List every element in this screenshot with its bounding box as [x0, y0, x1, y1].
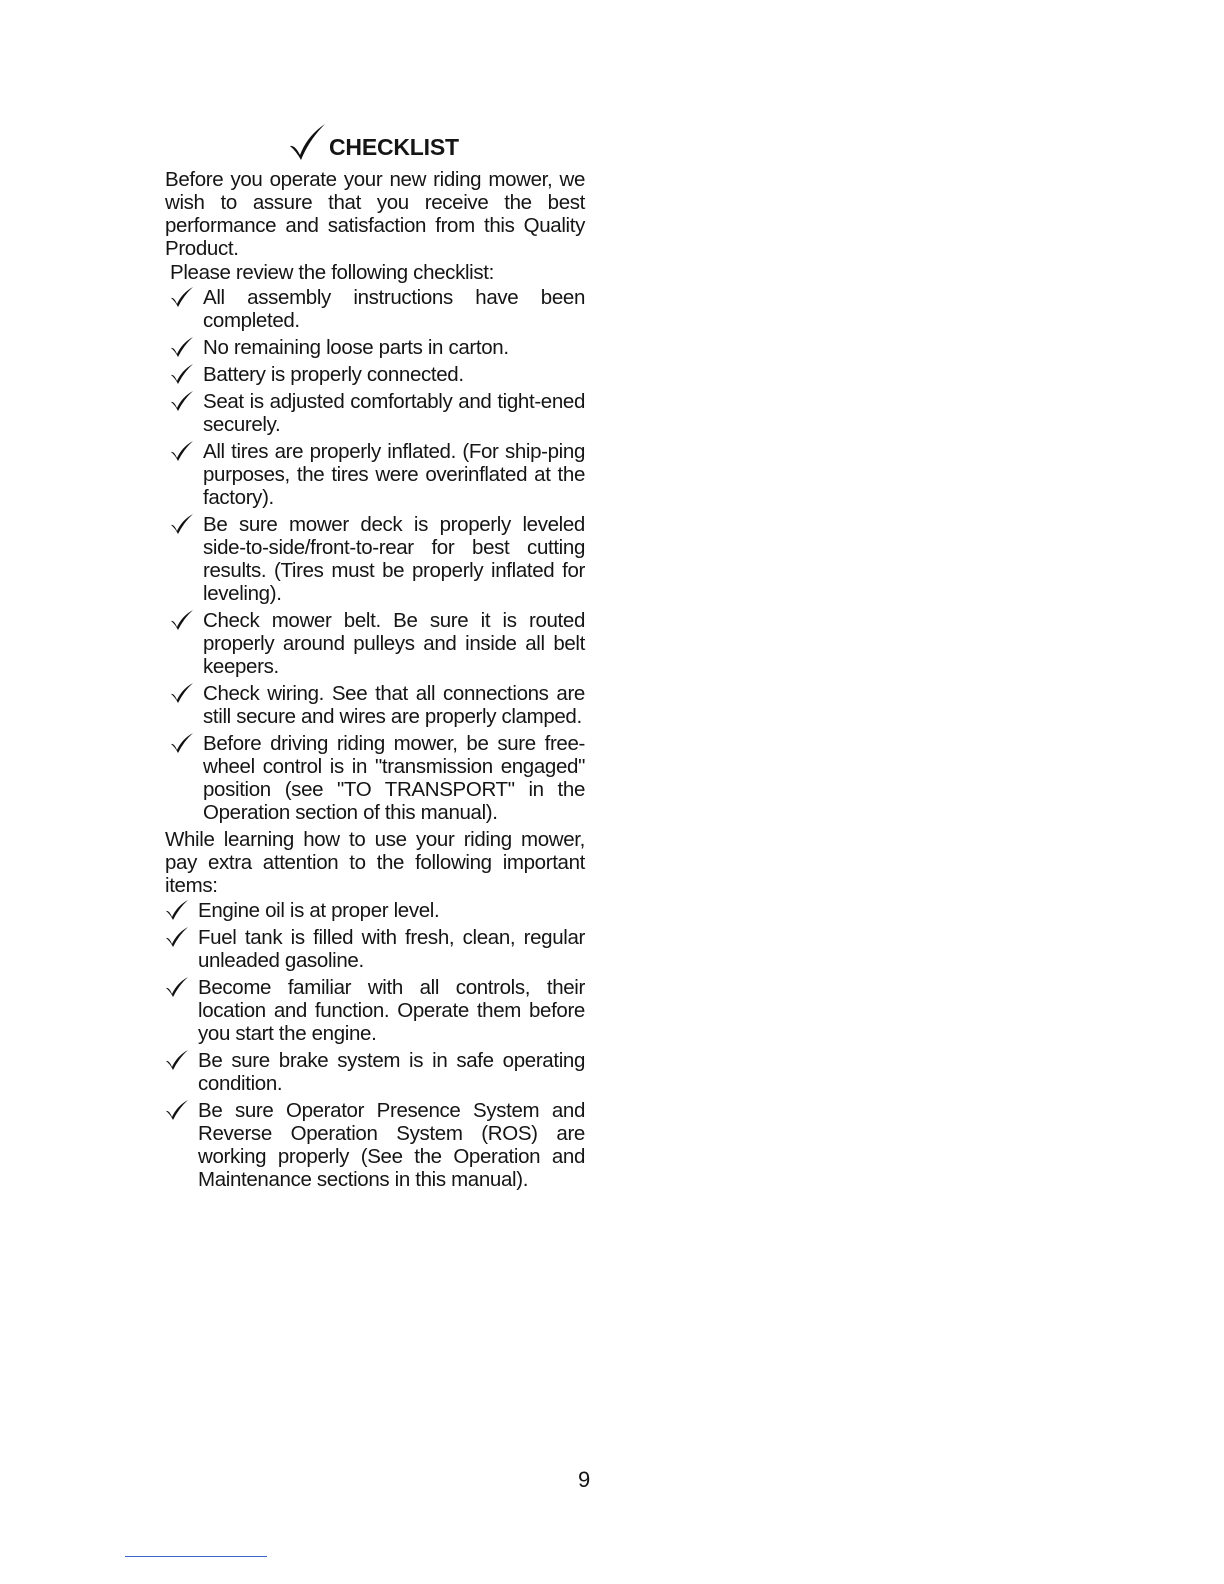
checklist-item-text: All assembly instructions have been completed. — [203, 286, 585, 332]
important-item-text: Engine oil is at proper level. — [198, 899, 440, 922]
checkmark-icon — [165, 1099, 189, 1121]
checkmark-icon — [165, 1049, 189, 1071]
checklist-item — [170, 732, 585, 824]
important-item — [165, 1049, 585, 1095]
checkmark-icon — [170, 336, 194, 358]
important-item-text: Be sure brake system is in safe operating condition. — [198, 1049, 585, 1095]
review-line: Please review the following checklist: — [170, 261, 494, 284]
important-item-text: Be sure Operator Presence System and Reverse Operation System (ROS) are working properly (See the Operation and Maintenance sections in this manual). — [198, 1099, 585, 1191]
checklist-column — [165, 128, 585, 1195]
checkmark-icon — [170, 609, 194, 631]
checkmark-icon — [170, 440, 194, 462]
learning-paragraph: While learning how to use your riding mower, pay extra attention to the following important items: — [165, 828, 585, 897]
checklist-item — [170, 363, 585, 386]
checklist-items — [165, 286, 585, 824]
checklist-heading — [287, 128, 585, 164]
scan-artifact-line — [125, 1556, 267, 1557]
checklist-title: CHECKLIST — [329, 134, 459, 160]
important-items — [165, 899, 585, 1191]
checkmark-icon — [170, 682, 194, 704]
checkmark-icon — [170, 286, 194, 308]
important-item-text: Become familiar with all controls, their location and function. Operate them before you start the engine. — [198, 976, 585, 1045]
important-item — [165, 1099, 585, 1191]
checklist-item — [170, 336, 585, 359]
important-item — [165, 926, 585, 972]
checklist-item-text: Check mower belt. Be sure it is routed properly around pulleys and inside all belt keepers. — [203, 609, 585, 678]
important-item-text: Fuel tank is filled with fresh, clean, regular unleaded gasoline. — [198, 926, 585, 972]
checklist-item — [170, 286, 585, 332]
checklist-item-text: Battery is properly connected. — [203, 363, 464, 386]
checklist-item-text: No remaining loose parts in carton. — [203, 336, 509, 359]
checkmark-icon — [287, 122, 327, 162]
checkmark-icon — [165, 976, 189, 998]
checklist-item — [170, 440, 585, 509]
checklist-item-text: Seat is adjusted comfortably and tight-ened securely. — [203, 390, 585, 436]
intro-paragraph: Before you operate your new riding mower, we wish to assure that you receive the best performance and satisfaction from this Quality Product. — [165, 168, 585, 260]
checklist-item — [170, 609, 585, 678]
checklist-item — [170, 682, 585, 728]
checkmark-icon — [170, 390, 194, 412]
checkmark-icon — [165, 926, 189, 948]
checklist-item — [170, 513, 585, 605]
checkmark-icon — [170, 732, 194, 754]
checkmark-icon — [170, 513, 194, 535]
checkmark-icon — [165, 899, 189, 921]
checkmark-icon — [170, 363, 194, 385]
important-item — [165, 976, 585, 1045]
checklist-item — [170, 390, 585, 436]
checklist-item-text: Be sure mower deck is properly leveled side-to-side/front-to-rear for best cutting results. (Tires must be properly inflated for leveling). — [203, 513, 585, 605]
checklist-item-text: All tires are properly inflated. (For ship-ping purposes, the tires were overinflated at the factory). — [203, 440, 585, 509]
checklist-item-text: Check wiring. See that all connections are still secure and wires are properly clamped. — [203, 682, 585, 728]
page-number: 9 — [578, 1467, 591, 1492]
checklist-item-text: Before driving riding mower, be sure free-wheel control is in "transmission engaged" position (see "TO TRANSPORT" in the Operation section of this manual). — [203, 732, 585, 824]
important-item — [165, 899, 585, 922]
